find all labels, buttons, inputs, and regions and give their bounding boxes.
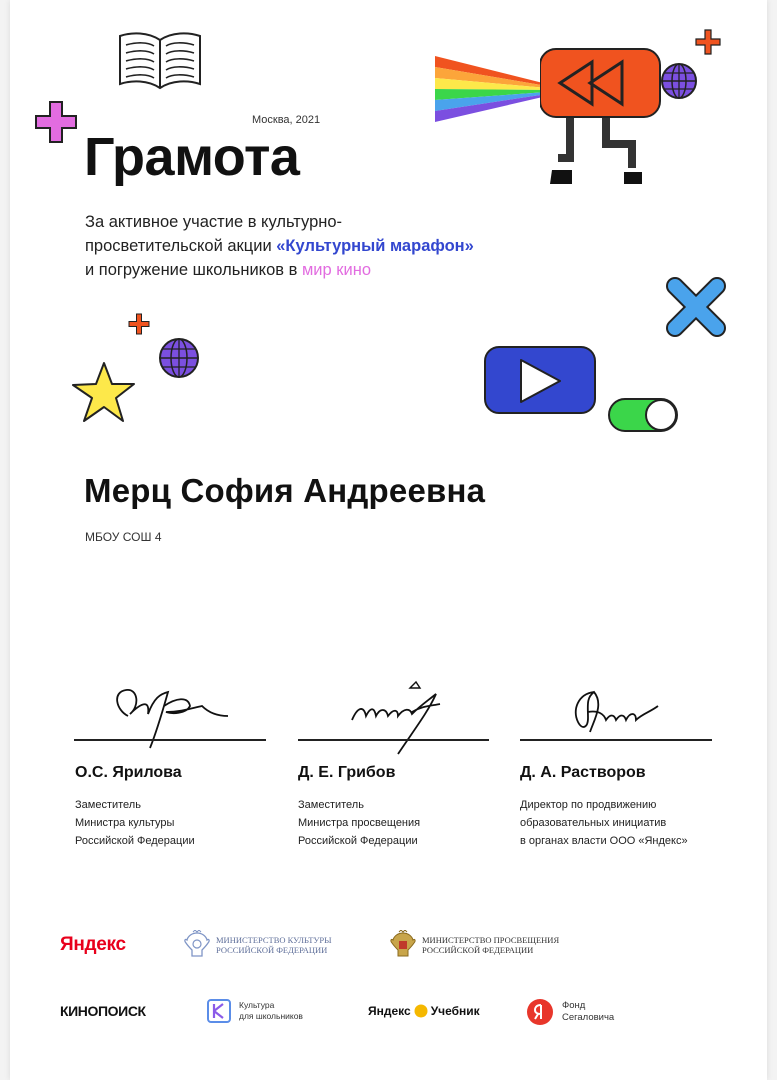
globe-icon [660, 62, 698, 100]
topic-highlight: мир кино [301, 261, 371, 279]
minpros-logo [390, 930, 559, 960]
fond-logo-text [562, 1000, 614, 1024]
certificate-sheet [10, 0, 767, 1080]
signature-line [520, 739, 712, 741]
logo-line: МИНИСТЕРСТВО КУЛЬТУРЫ [216, 935, 332, 945]
role-line: Российской Федерации [298, 835, 418, 847]
uchebnik-logo-text: Учебник [430, 1004, 480, 1018]
signer-role [298, 796, 508, 850]
kultura-logo-text [239, 1000, 303, 1022]
signature-line [74, 739, 266, 741]
cross-icon [665, 276, 727, 338]
kinopoisk-logo: КИНОПОИСК [60, 1003, 146, 1019]
description-line-2 [85, 234, 585, 258]
campaign-name: «Культурный марафон» [276, 237, 474, 255]
plus-icon [694, 28, 722, 56]
minkult-logo [184, 930, 332, 960]
fond-segalovicha-logo [526, 998, 614, 1026]
logo-line: РОССИЙСКОЙ ФЕДЕРАЦИИ [422, 945, 534, 955]
yandex-logo [60, 934, 126, 956]
plus-icon [128, 313, 150, 335]
kultura-icon [206, 997, 234, 1025]
signer-role [75, 796, 285, 850]
role-line: в органах власти ООО «Яндекс» [520, 835, 688, 847]
signature-gribov [340, 676, 470, 760]
signer-name: Д. А. Растворов [520, 764, 646, 781]
minkult-logo-text [216, 935, 332, 955]
logo-line: МИНИСТЕРСТВО ПРОСВЕЩЕНИЯ [422, 935, 560, 945]
recipient-name: Мерц София Андреевна [84, 472, 486, 509]
role-line: Директор по продвижению [520, 799, 657, 811]
minpros-logo-text [422, 935, 559, 955]
plus-icon [32, 98, 80, 146]
rainbow-projector-icon [435, 56, 547, 122]
description-text: и погружение школьников в [85, 261, 302, 279]
award-description [85, 210, 585, 282]
description-line-3 [85, 258, 585, 282]
page-title: Грамота [84, 127, 300, 187]
kultura-logo [206, 997, 303, 1025]
star-icon [70, 360, 136, 426]
coat-of-arms-icon [390, 930, 416, 960]
logo-line: Фонд [562, 1000, 586, 1011]
signer-name: О.С. Ярилова [75, 764, 182, 781]
rewind-button-icon [540, 48, 670, 188]
logo-line: РОССИЙСКОЙ ФЕДЕРАЦИИ [216, 945, 328, 955]
signature-yarilova [106, 672, 238, 762]
role-line: Российской Федерации [75, 835, 195, 847]
coat-of-arms-icon [184, 930, 210, 960]
coin-icon [414, 1004, 428, 1018]
yandex-uchebnik-logo [368, 1004, 480, 1018]
description-line-1: За активное участие в культурно- [85, 213, 343, 231]
role-line: Заместитель [75, 799, 141, 811]
logo-line: для школьников [239, 1011, 303, 1021]
globe-icon [158, 337, 200, 379]
role-line: Министра просвещения [298, 817, 421, 829]
uchebnik-logo-text: Яндекс [368, 1004, 411, 1018]
recipient-school: МБОУ СОШ 4 [85, 530, 162, 544]
role-line: образовательных инициатив [520, 817, 667, 829]
description-text: просветительской акции [85, 237, 277, 255]
signer-name: Д. Е. Грибов [298, 764, 396, 781]
logo-line: Культура [239, 1000, 275, 1010]
book-icon [110, 30, 210, 90]
toggle-icon [608, 396, 680, 434]
role-line: Министра культуры [75, 817, 175, 829]
fond-icon [526, 998, 554, 1026]
play-button-icon [484, 346, 596, 416]
role-line: Заместитель [298, 799, 364, 811]
logo-line: Сегаловича [562, 1012, 615, 1023]
city-year: Москва, 2021 [252, 114, 321, 126]
signature-rastvorov [564, 684, 684, 744]
signature-line [298, 739, 489, 741]
signer-role [520, 796, 740, 850]
yandex-logo-text: Яндекс [60, 934, 126, 955]
